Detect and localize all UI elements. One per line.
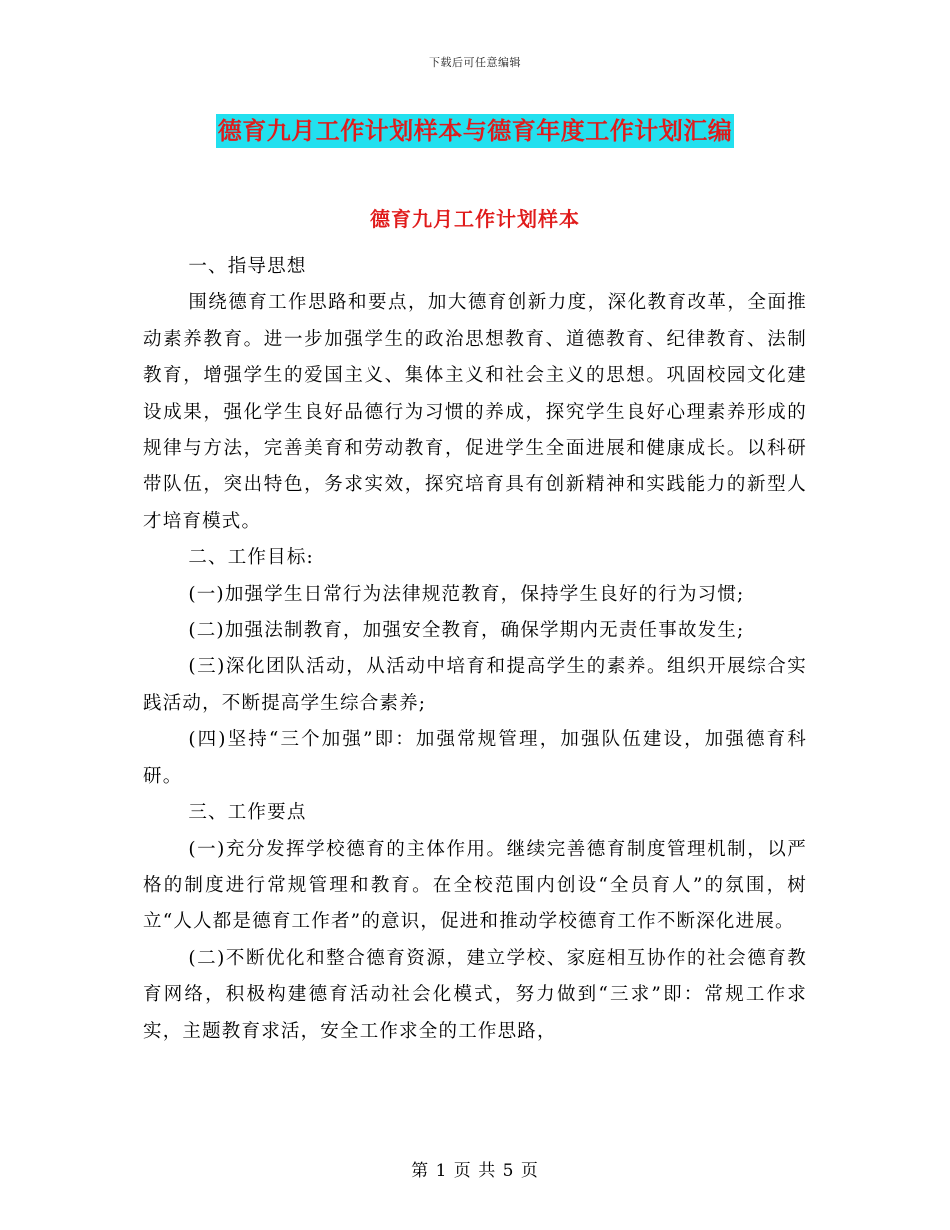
- goal-item-1: (一)加强学生日常行为法律规范教育，保持学生良好的行为习惯;: [188, 583, 745, 605]
- goal-item-4: (四)坚持“三个加强”即：加强常规管理，加强队伍建设，加强德育科研。: [143, 729, 807, 787]
- heading-work-goals: 二、工作目标:: [188, 547, 314, 569]
- page-footer: 第 1 页 共 5 页: [411, 1161, 539, 1181]
- section-title: 德育九月工作计划样本: [370, 207, 580, 231]
- goal-item-3: (三)深化团队活动，从活动中培育和提高学生的素养。组织开展综合实践活动，不断提高学生综合素养;: [143, 656, 807, 714]
- work-point-1: (一)充分发挥学校德育的主体作用。继续完善德育制度管理机制，以严格的制度进行常规管理和教育。在全校范围内创设“全员育人”的氛围，树立“人人都是德育工作者”的意识，促进和推动学校德育工作不断深化进展。: [143, 838, 807, 933]
- main-title: 德育九月工作计划样本与德育年度工作计划汇编: [216, 114, 735, 148]
- paragraph-guiding-ideology: 围绕德育工作思路和要点，加大德育创新力度，深化教育改革，全面推动素养教育。进一步加强学生的政治思想教育、道德教育、纪律教育、法制教育，增强学生的爱国主义、集体主义和社会主义的思想。巩固校园文化建设成果，强化学生良好品德行为习惯的养成，探究学生良好心理素养形成的规律与方法，完善美育和劳动教育，促进学生全面进展和健康成长。以科研带队伍，突出特色，务求实效，探究培育具有创新精神和实践能力的新型人才培育模式。: [143, 292, 807, 532]
- heading-work-points: 三、工作要点: [188, 802, 307, 824]
- page-header: 下载后可任意编辑: [429, 56, 521, 69]
- heading-guiding-ideology: 一、指导思想: [188, 256, 307, 277]
- goal-item-2: (二)加强法制教育，加强安全教育，确保学期内无责任事故发生;: [188, 620, 745, 642]
- document-body: [143, 249, 807, 1050]
- main-title-container: [0, 114, 950, 148]
- work-point-2: (二)不断优化和整合德育资源，建立学校、家庭相互协作的社会德育教育网络，积极构建德育活动社会化模式，努力做到“三求”即：常规工作求实，主题教育求活，安全工作求全的工作思路，: [143, 947, 807, 1042]
